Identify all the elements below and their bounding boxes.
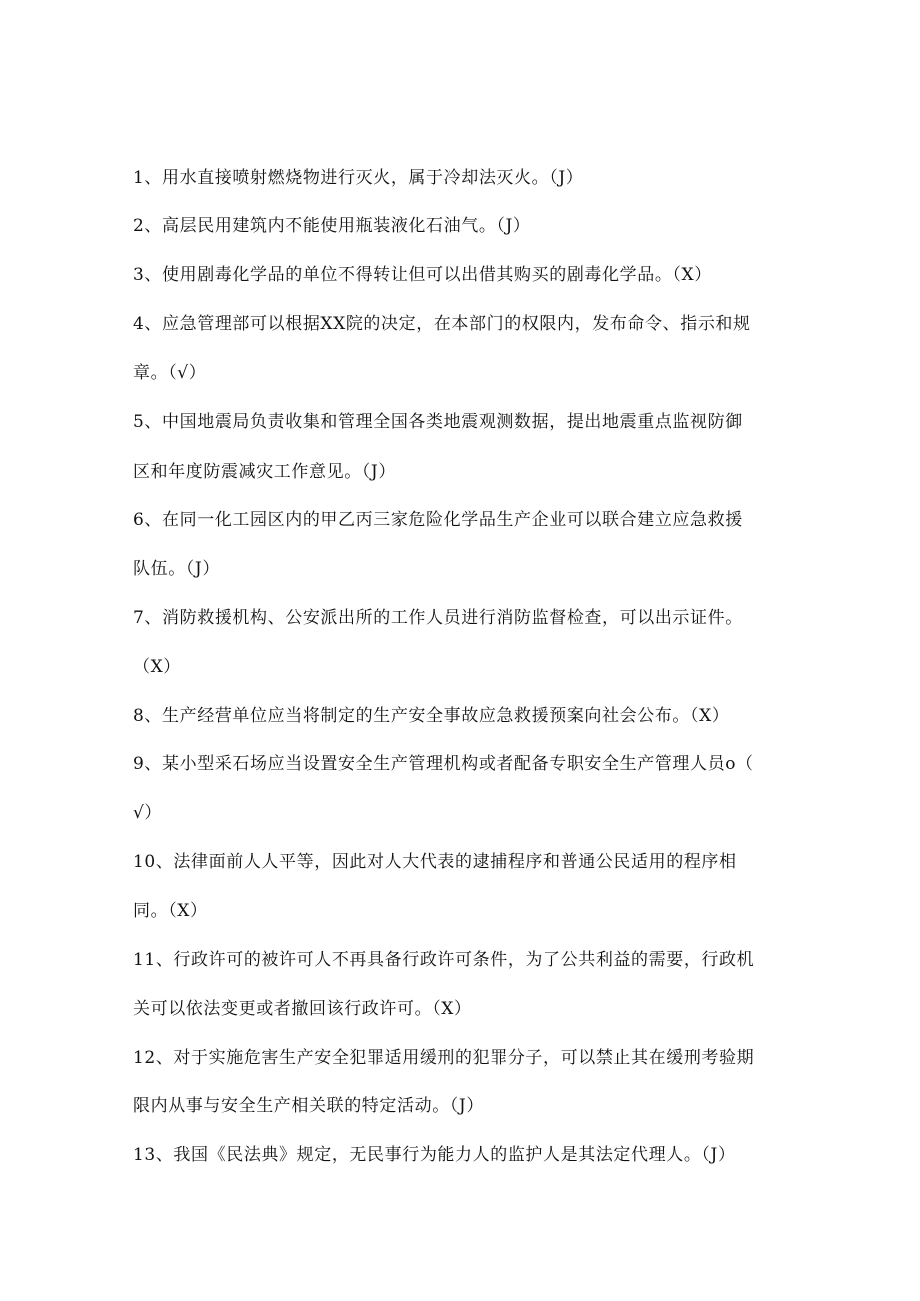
question-2-line-1: 2、高层民用建筑内不能使用瓶装液化石油气。（J） (133, 216, 531, 236)
question-8-line-1: 8、生产经营单位应当将制定的生产安全事故应急救援预案向社会公布。（X） (133, 706, 730, 726)
question-11-line-2: 关可以依法变更或者撤回该行政许可。（X） (133, 999, 472, 1019)
question-4-line-2: 章。（√） (133, 363, 207, 383)
question-1-line-1: 1、用水直接喷射燃烧物进行灭火，属于冷却法灭火。（J） (133, 168, 584, 188)
question-3-line-1: 3、使用剧毒化学品的单位不得转让但可以出借其购买的剧毒化学品。（X） (133, 265, 712, 285)
question-12-line-1: 12、对于实施危害生产安全犯罪适用缓刑的犯罪分子，可以禁止其在缓刑考验期 (133, 1048, 755, 1068)
question-12-line-2: 限内从事与安全生产相关联的特定活动。（J） (133, 1096, 484, 1116)
question-5-line-1: 5、中国地震局负责收集和管理全国各类地震观测数据，提出地震重点监视防御 (133, 412, 743, 432)
question-9-line-2: √） (133, 803, 163, 823)
question-7-line-2: （X） (133, 657, 181, 677)
question-10-line-2: 同。（X） (133, 901, 208, 921)
question-7-line-1: 7、消防救援机构、公安派出所的工作人员进行消防监督检查，可以出示证件。 (133, 608, 743, 628)
question-4-line-1: 4、应急管理部可以根据XX院的决定，在本部门的权限内，发布命令、指示和规 (133, 314, 751, 334)
question-6-line-1: 6、在同一化工园区内的甲乙丙三家危险化学品生产企业可以联合建立应急救援 (133, 510, 743, 530)
question-13-line-1: 13、我国《民法典》规定，无民事行为能力人的监护人是其法定代理人。（J） (133, 1145, 736, 1165)
question-9-line-1: 9、某小型采石场应当设置安全生产管理机构或者配备专职安全生产管理人员o（ (133, 754, 754, 774)
question-6-line-2: 队伍。（J） (133, 559, 220, 579)
question-11-line-1: 11、行政许可的被许可人不再具备行政许可条件，为了公共利益的需要，行政机 (133, 950, 755, 970)
question-5-line-2: 区和年度防震减灾工作意见。（J） (133, 462, 396, 482)
question-10-line-1: 10、法律面前人人平等，因此对人大代表的逮捕程序和普通公民适用的程序相 (133, 852, 737, 872)
